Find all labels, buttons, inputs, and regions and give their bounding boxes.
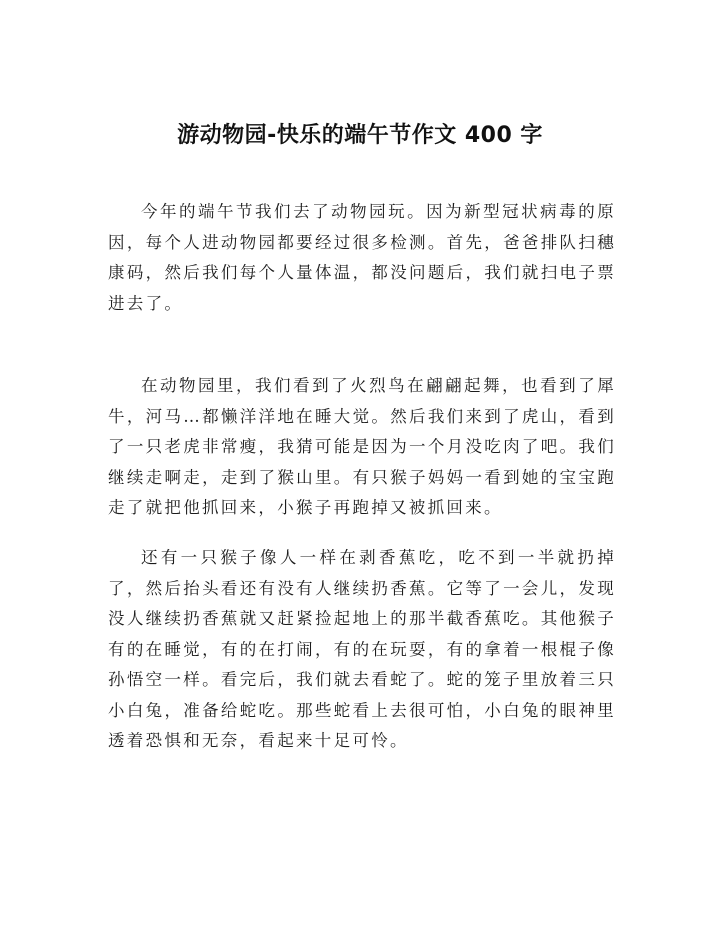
paragraph-1: 今年的端午节我们去了动物园玩。因为新型冠状病毒的原因，每个人进动物园都要经过很多检测。首先，爸爸排队扫穗康码，然后我们每个人量体温，都没问题后，我们就扫电子票进去了。 <box>108 202 616 313</box>
document-title: 游动物园-快乐的端午节作文 400 字 <box>177 123 543 148</box>
paragraph-3: 还有一只猴子像人一样在剥香蕉吃，吃不到一半就扔掉了，然后抬头看还有没有人继续扔香蕉。它等了一会儿，发现没人继续扔香蕉就又赶紧捡起地上的那半截香蕉吃。其他猴子有的在睡觉，有的在打闹，有的在玩耍，有的拿着一根棍子像孙悟空一样。看完后，我们就去看蛇了。蛇的笼子里放着三只小白兔，准备给蛇吃。那些蛇看上去很可怕，小白兔的眼神里透着恐惧和无奈，看起来十足可怜。 <box>108 548 616 750</box>
paragraph-2: 在动物园里，我们看到了火烈鸟在翩翩起舞，也看到了犀牛，河马…都懒洋洋地在睡大觉。然后我们来到了虎山，看到了一只老虎非常瘦，我猜可能是因为一个月没吃肉了吧。我们继续走啊走，走到了猴山里。有只猴子妈妈一看到她的宝宝跑走了就把他抓回来，小猴子再跑掉又被抓回来。 <box>108 376 616 517</box>
